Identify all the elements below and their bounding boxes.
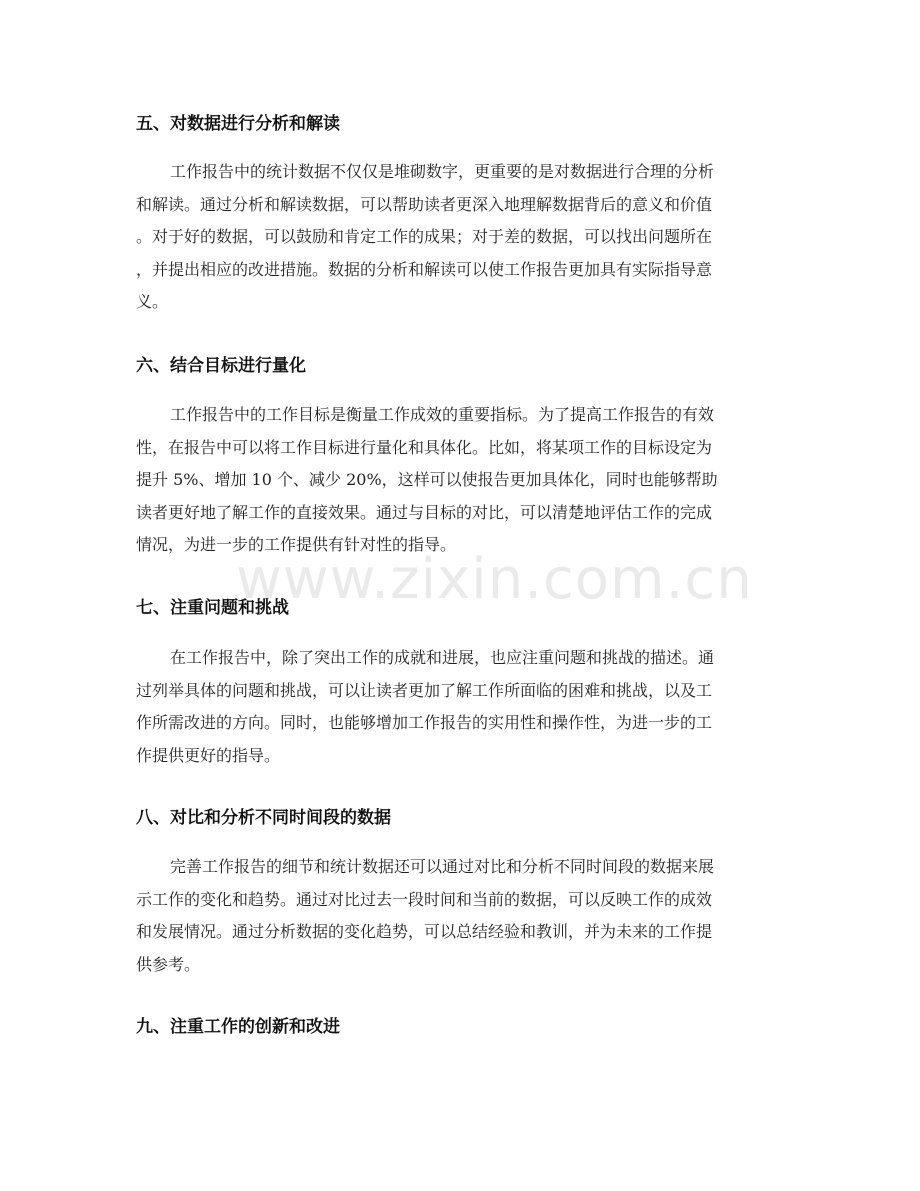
paragraph-line: 工作报告中的工作目标是衡量工作成效的重要指标。为了提高工作报告的有效 [170,405,715,424]
section-paragraph-5 [136,156,788,319]
section-heading-8: 八、对比和分析不同时间段的数据 [136,808,391,828]
paragraph-line: 在工作报告中，除了突出工作的成就和进展，也应注重问题和挑战的描述。通 [170,648,715,667]
watermark: www.zixin.com.cn [236,547,753,612]
paragraph-line: 情况，为进一步的工作提供有针对性的指导。 [136,535,457,554]
paragraph-line: 作所需改进的方向。同时，也能够增加工作报告的实用性和操作性，为进一步的工 [136,713,713,732]
section-heading-5: 五、对数据进行分析和解读 [136,114,340,134]
paragraph-line: 性，在报告中可以将工作目标进行量化和具体化。比如，将某项工作的目标设定为 [136,437,713,457]
paragraph-line: ，并提出相应的改进措施。数据的分析和解读可以使工作报告更加具有实际指导意 [136,259,713,279]
paragraph-line: 工作报告中的统计数据不仅仅是堆砌数字，更重要的是对数据进行合理的分析 [170,162,715,181]
section-heading-6: 六、结合目标进行量化 [136,356,306,376]
section-paragraph-6 [136,399,788,562]
paragraph-line: 供参考。 [136,954,201,974]
paragraph-line: 完善工作报告的细节和统计数据还可以通过对比和分析不同时间段的数据来展 [170,857,715,876]
paragraph-line: 作提供更好的指导。 [136,745,281,765]
paragraph-line: 义。 [136,292,169,311]
section-paragraph-8 [136,851,788,981]
paragraph-line: 示工作的变化和趋势。通过对比过去一段时间和当前的数据，可以反映工作的成效 [136,889,713,909]
section-heading-7: 七、注重问题和挑战 [136,598,289,618]
paragraph-line: 。对于好的数据，可以鼓励和肯定工作的成果；对于差的数据，可以找出问题所在 [136,227,713,246]
paragraph-line: 读者更好地了解工作的直接效果。通过与目标的对比，可以清楚地评估工作的完成 [136,502,713,522]
section-paragraph-7 [136,642,788,772]
section-heading-9: 九、注重工作的创新和改进 [136,1017,340,1037]
paragraph-line: 过列举具体的问题和挑战，可以让读者更加了解工作所面临的困难和挑战，以及工 [136,680,713,700]
paragraph-line: 提升 5%、增加 10 个、减少 20%，这样可以使报告更加具体化，同时也能够帮助 [136,470,718,489]
paragraph-line: 和解读。通过分析和解读数据，可以帮助读者更深入地理解数据背后的意义和价值 [136,194,713,214]
paragraph-line: 和发展情况。通过分析数据的变化趋势，可以总结经验和教训，并为未来的工作提 [136,922,713,941]
